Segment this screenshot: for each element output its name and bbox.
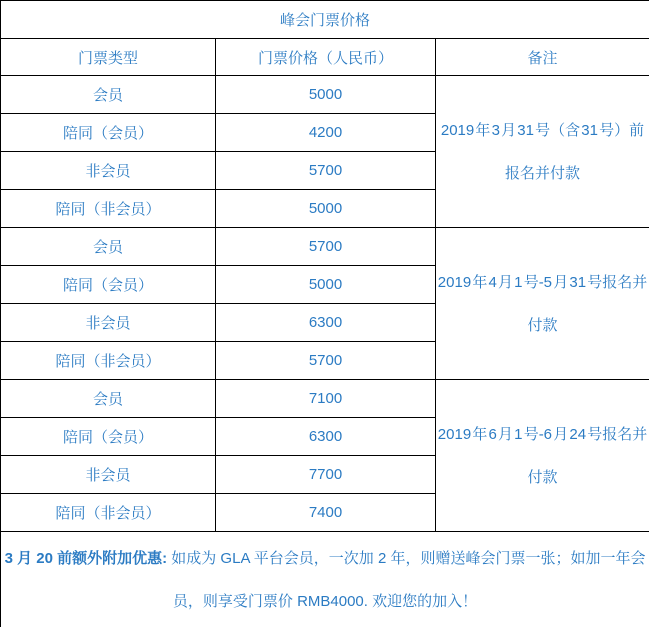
promo-note-text: 如成为 GLA 平台会员，一次加 2 年，则赠送峰会门票一张；如加一年会员，则享受门票价 RMB4000. 欢迎您的加入！: [167, 549, 646, 610]
price-cell: 7100: [216, 380, 436, 418]
col-header-remark: 备注: [436, 39, 649, 76]
price-cell: 5700: [216, 152, 436, 190]
price-cell: 7700: [216, 456, 436, 494]
table-row: [1, 76, 649, 114]
price-cell: 5000: [216, 76, 436, 114]
price-cell: 5700: [216, 342, 436, 380]
price-cell: 4200: [216, 114, 436, 152]
ticket-type-cell: 陪同（非会员）: [1, 342, 216, 380]
ticket-type-cell: 会员: [1, 76, 216, 114]
col-header-price: 门票价格（人民币）: [216, 39, 436, 76]
ticket-type-cell: 陪同（会员）: [1, 266, 216, 304]
ticket-type-cell: 陪同（非会员）: [1, 190, 216, 228]
remark-cell-period-3: 2019 年 6 月 1 号-6 月 24 号报名并付款: [436, 380, 649, 532]
remark-cell-period-1: 2019 年 3 月 31 号（含 31 号）前报名并付款: [436, 76, 649, 228]
table-title: 峰会门票价格: [1, 1, 649, 39]
ticket-type-cell: 陪同（非会员）: [1, 494, 216, 532]
ticket-type-cell: 会员: [1, 228, 216, 266]
price-cell: 5000: [216, 190, 436, 228]
ticket-type-cell: 陪同（会员）: [1, 418, 216, 456]
ticket-type-cell: 非会员: [1, 304, 216, 342]
promo-note-bold-label: 3 月 20 前额外附加优惠:: [4, 549, 168, 567]
price-cell: 6300: [216, 418, 436, 456]
col-header-ticket-type: 门票类型: [1, 39, 216, 76]
price-cell: 6300: [216, 304, 436, 342]
remark-cell-period-2: 2019 年 4 月 1 号-5 月 31 号报名并付款: [436, 228, 649, 380]
ticket-type-cell: 非会员: [1, 456, 216, 494]
price-cell: 7400: [216, 494, 436, 532]
table-row: [1, 380, 649, 418]
ticket-type-cell: 会员: [1, 380, 216, 418]
promo-note: [1, 532, 649, 627]
table-row: [1, 228, 649, 266]
ticket-type-cell: 非会员: [1, 152, 216, 190]
price-cell: 5700: [216, 228, 436, 266]
ticket-type-cell: 陪同（会员）: [1, 114, 216, 152]
price-cell: 5000: [216, 266, 436, 304]
